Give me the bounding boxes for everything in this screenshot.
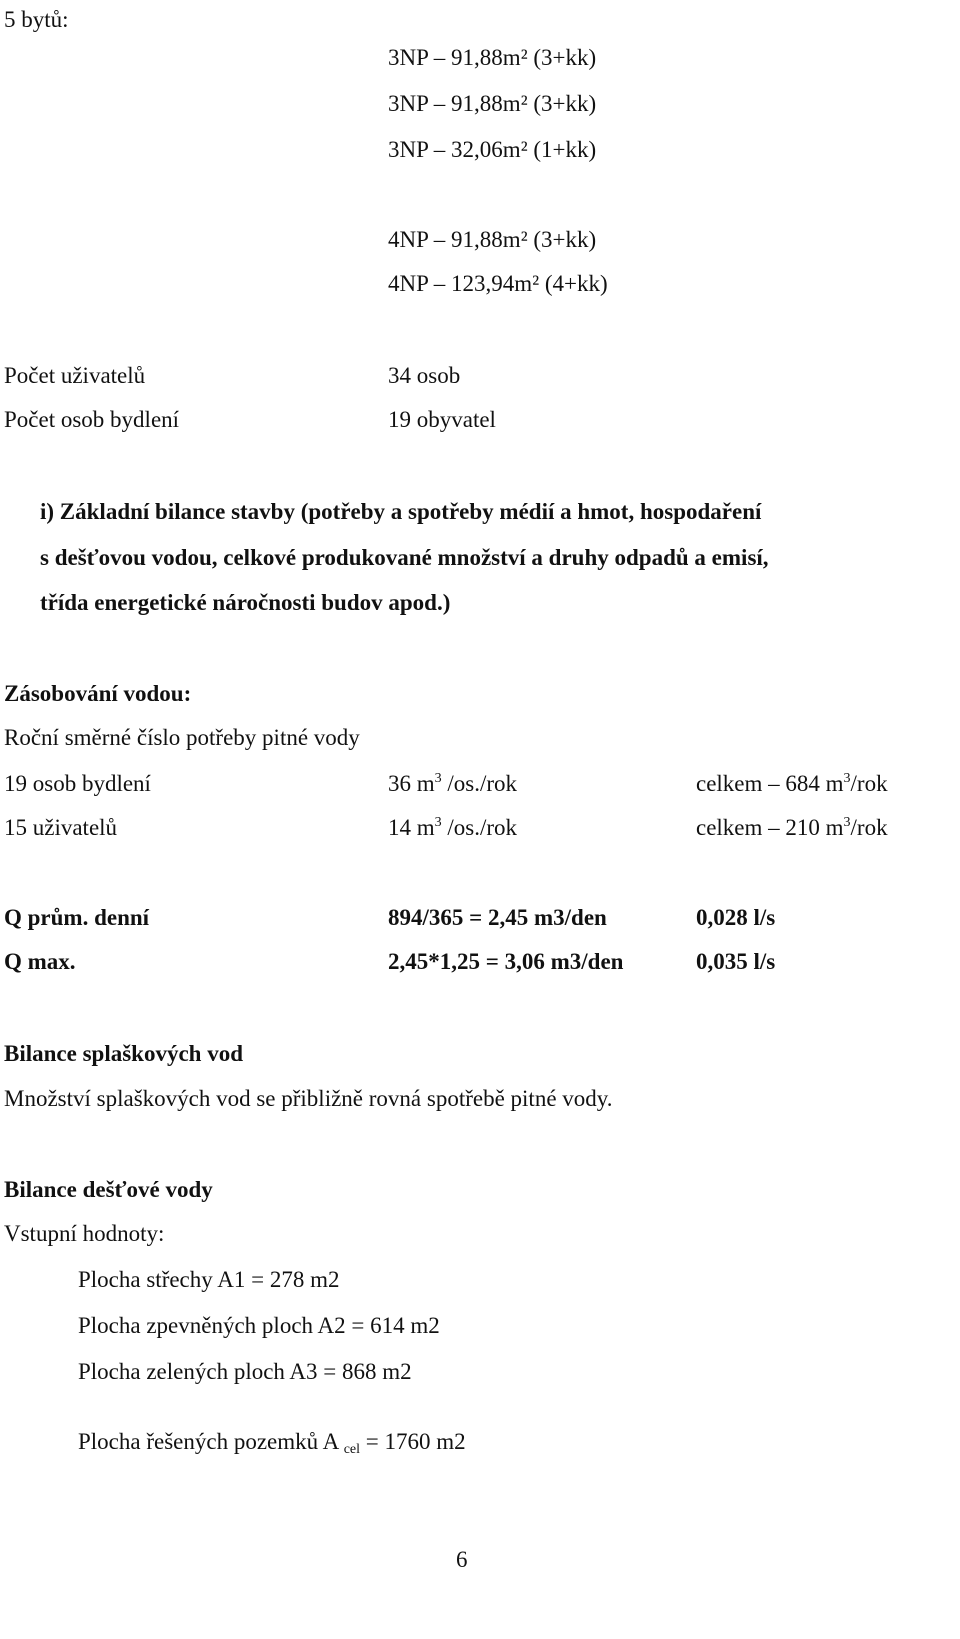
water-supply-subheading: Roční směrné číslo potřeby pitné vody: [4, 725, 360, 750]
rain-inputs-label: Vstupní hodnoty:: [4, 1221, 165, 1246]
flat-item: 3NP – 91,88m² (3+kk): [388, 45, 597, 70]
rain-heading: Bilance dešťové vody: [4, 1177, 213, 1202]
flow-label: Q max.: [4, 949, 76, 974]
rain-area-item: Plocha střechy A1 = 278 m2: [78, 1267, 340, 1292]
rain-area-item: Plocha zpevněných ploch A2 = 614 m2: [78, 1313, 440, 1338]
section-i-heading: třída energetické náročnosti budov apod.): [40, 590, 451, 615]
flow-label: Q prům. denní: [4, 905, 150, 930]
flat-item: 3NP – 91,88m² (3+kk): [388, 91, 597, 116]
water-row-total: celkem – 210 $m^3$/rok: [696, 815, 888, 840]
rain-area-item: Plocha zelených ploch A3 = 868 m2: [78, 1359, 412, 1384]
persons-label: Počet osob bydlení: [4, 407, 180, 432]
flow-result: 0,028 l/s: [696, 905, 776, 930]
water-row-rate: 14 $m^3$ /os./rok: [388, 815, 518, 840]
water-row-label: 15 uživatelů: [4, 815, 118, 840]
sewage-heading: Bilance splaškových vod: [4, 1041, 243, 1066]
persons-label: Počet uživatelů: [4, 363, 146, 388]
sewage-text: Množství splaškových vod se přibližně rovná spotřebě pitné vody.: [4, 1086, 613, 1111]
flow-result: 0,035 l/s: [696, 949, 776, 974]
water-row-rate: 36 $m^3$ /os./rok: [388, 771, 518, 796]
flat-item: 4NP – 91,88m² (3+kk): [388, 227, 597, 252]
flat-item: 4NP – 123,94m² (4+kk): [388, 271, 608, 296]
flow-calc: 2,45*1,25 = 3,06 m3/den: [388, 949, 624, 974]
section-i-heading: i) Základní bilance stavby (potřeby a spotřeby médií a hmot, hospodaření: [40, 499, 762, 524]
water-supply-heading: Zásobování vodou:: [4, 681, 192, 706]
flats-heading: 5 bytů:: [4, 7, 69, 32]
flow-calc: 894/365 = 2,45 m3/den: [388, 905, 607, 930]
persons-value: 34 osob: [388, 363, 461, 388]
rain-total-area: Plocha řešených pozemků A $_{cel}$ = 1760 m2: [78, 1429, 466, 1457]
flat-item: 3NP – 32,06m² (1+kk): [388, 137, 597, 162]
persons-value: 19 obyvatel: [388, 407, 496, 432]
section-i-heading: s dešťovou vodou, celkové produkované množství a druhy odpadů a emisí,: [40, 545, 769, 570]
water-row-label: 19 osob bydlení: [4, 771, 151, 796]
water-row-total: celkem – 684 $m^3$/rok: [696, 771, 888, 796]
page-number: 6: [456, 1547, 468, 1572]
